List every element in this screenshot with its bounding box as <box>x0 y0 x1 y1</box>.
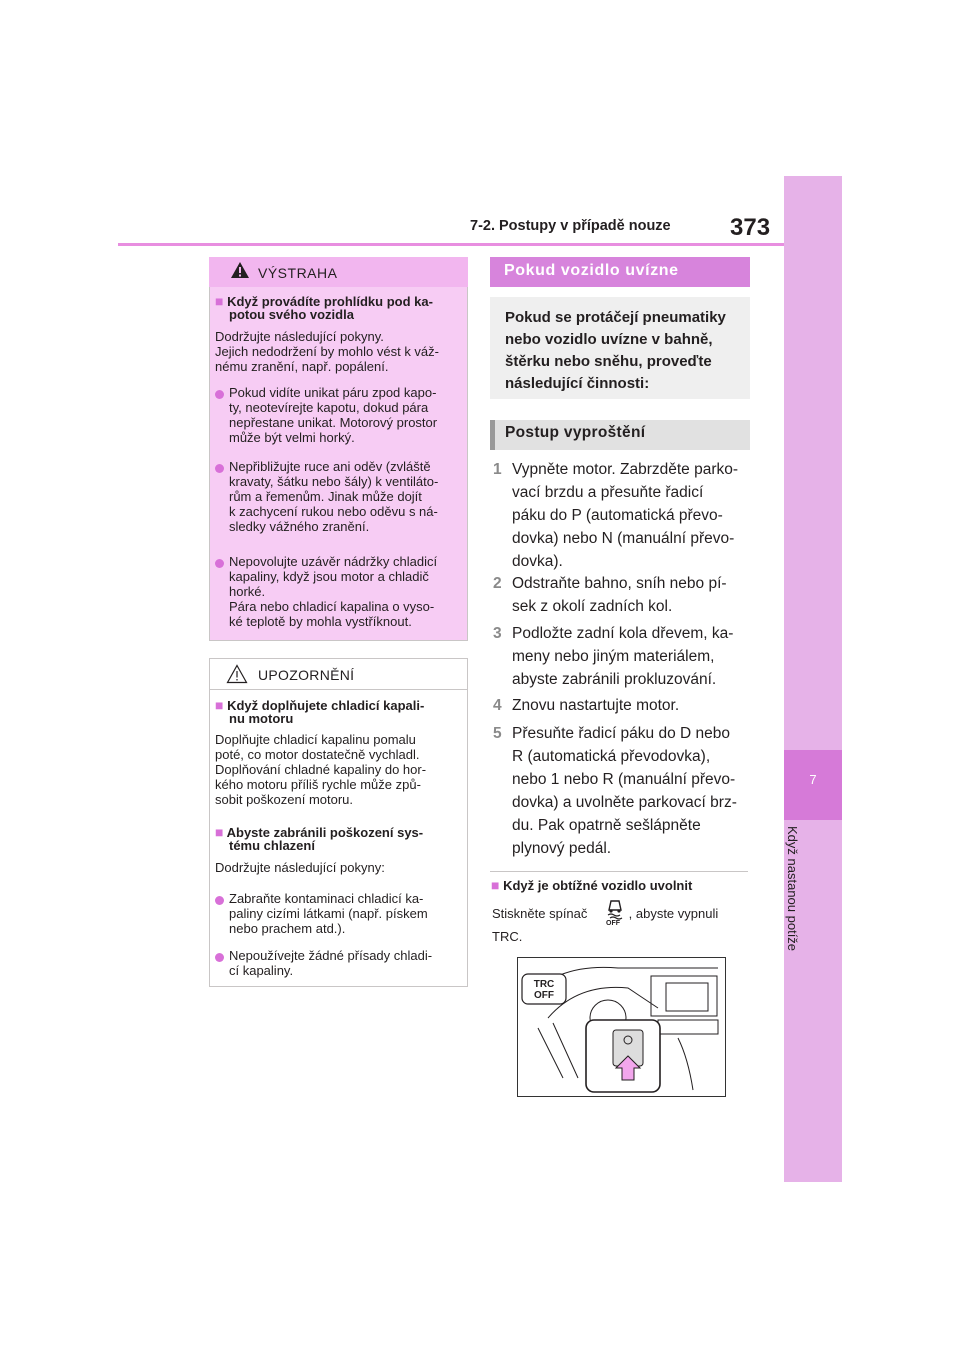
square-bullet-icon: ■ <box>215 293 224 309</box>
caution-text: sobit poškození motoru. <box>215 792 354 807</box>
warning-heading-line2: potou svého vozidla <box>229 307 354 322</box>
caution-bullet: cí kapaliny. <box>229 963 294 978</box>
square-bullet-icon: ■ <box>215 824 224 840</box>
warning-bullet: nepřestane unikat. Motorový prostor <box>229 415 438 430</box>
caution-heading-line2: tému chlazení <box>229 838 315 853</box>
warning-bullet: ké teplotě by mohla vystříknout. <box>229 614 412 629</box>
warning-title: VÝSTRAHA <box>258 265 338 281</box>
figure-label: OFF <box>534 990 554 1001</box>
procedure-banner-accent <box>490 420 495 450</box>
caution-heading: ■ Abyste zabránili poškození sys- <box>215 824 424 840</box>
caution-bullet: nebo prachem atd.). <box>229 921 346 936</box>
caution-heading: ■ Když doplňujete chladicí kapali- <box>215 697 425 713</box>
bullet-dot-icon <box>215 390 224 399</box>
step-item: 2 Odstraňte bahno, sníh nebo pí- sek z okolí zadních kol. <box>512 572 747 618</box>
warning-intro: nému zranění, např. popálení. <box>215 359 389 374</box>
caution-text: Dodržujte následující pokyny: <box>215 860 385 875</box>
bullet-dot-icon <box>215 896 224 905</box>
square-bullet-icon: ■ <box>215 697 224 713</box>
step-item: 5 Přesuňte řadicí páku do D nebo R (automatická převodovka), nebo 1 nebo R (manuální převo- dovka) a uvolněte parkovací brz- du. Pak opatrně sešlápněte plynový pedál. <box>512 722 747 860</box>
dashboard-illustration <box>517 957 726 1097</box>
sub-text: Stiskněte spínač , abyste vypnuli <box>492 906 719 921</box>
bullet-dot-icon <box>215 464 224 473</box>
page-number: 373 <box>730 214 771 241</box>
step-number: 1 <box>493 461 502 478</box>
warning-bullet: k zachycení rukou nebo oděvu s ná- <box>229 504 438 519</box>
warning-bullet: kravaty, šátku nebo šály) k ventiláto- <box>229 474 439 489</box>
step-number: 2 <box>493 575 502 592</box>
caution-text: kého motoru příliš rychle může způ- <box>215 777 421 792</box>
step-number: 3 <box>493 625 502 642</box>
sub-heading: ■ Když je obtížné vozidlo uvolnit <box>491 877 693 893</box>
chapter-tab-top <box>784 176 842 750</box>
bullet-dot-icon <box>215 559 224 568</box>
sub-text: TRC. <box>492 929 523 944</box>
caution-text: Doplňujte chladicí kapalinu pomalu <box>215 732 416 747</box>
warning-bullet: může být velmi horký. <box>229 430 355 445</box>
caution-bullet: Zabraňte kontaminaci chladicí ka- <box>229 891 424 906</box>
caution-title: UPOZORNĚNÍ <box>258 667 355 683</box>
switch-off-label: OFF <box>606 920 620 927</box>
warning-heading: ■ Když provádíte prohlídku pod ka- <box>215 293 433 309</box>
chapter-number: 7 <box>809 772 817 787</box>
header-rule <box>118 243 784 246</box>
warning-bullet: horké. <box>229 584 266 599</box>
caution-heading-line2: nu motoru <box>229 711 294 726</box>
step-number: 5 <box>493 725 502 742</box>
warning-bullet: Nepovolujte uzávěr nádržky chladicí <box>229 554 438 569</box>
intro-text: Pokud se protáčejí pneumatiky nebo vozidlo uvízne v bahně, štěrku nebo sněhu, proveďte následující činnosti: <box>505 309 726 392</box>
chapter-title: Když nastanou potíže <box>785 826 800 952</box>
warning-bullet: Pára nebo chladicí kapalina o vyso- <box>229 599 435 614</box>
warning-bullet: Nepřibližujte ruce ani oděv (zvláště <box>229 459 431 474</box>
warning-triangle-icon <box>230 261 250 284</box>
bullet-dot-icon <box>215 953 224 962</box>
section-title: 7-2. Postupy v případě nouze <box>470 218 671 234</box>
caution-bullet: paliny cizími látkami (např. pískem <box>229 906 428 921</box>
caution-bullet: Nepoužívejte žádné přísady chladi- <box>229 948 433 963</box>
procedure-title: Postup vyproštění <box>505 424 646 441</box>
caution-triangle-icon <box>226 664 248 689</box>
trc-off-switch-icon <box>604 898 626 933</box>
step-item: 4 Znovu nastartujte motor. <box>512 694 747 717</box>
divider <box>490 871 748 872</box>
step-item: 3 Podložte zadní kola dřevem, ka- meny nebo jiným materiálem, abyste zabránili prokluzování. <box>512 622 747 691</box>
square-bullet-icon: ■ <box>491 877 500 893</box>
section-banner-title: Pokud vozidlo uvízne <box>504 262 679 279</box>
figure-label: TRC <box>533 979 555 990</box>
warning-bullet: rům a řemenům. Jinak může dojít <box>229 489 422 504</box>
step-item: 1 Vypněte motor. Zabrzděte parko- vací brzdu a přesuňte řadicí páku do P (automatická převo- dovka) nebo N (manuální převo- dovka). <box>512 458 747 573</box>
warning-intro: Dodržujte následující pokyny. <box>215 329 384 344</box>
warning-bullet: kapaliny, když jsou motor a chladič <box>229 569 429 584</box>
warning-bullet: ty, neotevírejte kapotu, dokud pára <box>229 400 429 415</box>
warning-bullet: Pokud vidíte unikat páru zpod kapo- <box>229 385 437 400</box>
caution-text: Doplňování chladné kapaliny do hor- <box>215 762 427 777</box>
step-number: 4 <box>493 697 502 714</box>
caution-text: poté, co motor dostatečně vychladl. <box>215 747 420 762</box>
warning-bullet: sledky vážného zranění. <box>229 519 370 534</box>
warning-intro: Jejich nedodržení by mohlo vést k váž- <box>215 344 439 359</box>
